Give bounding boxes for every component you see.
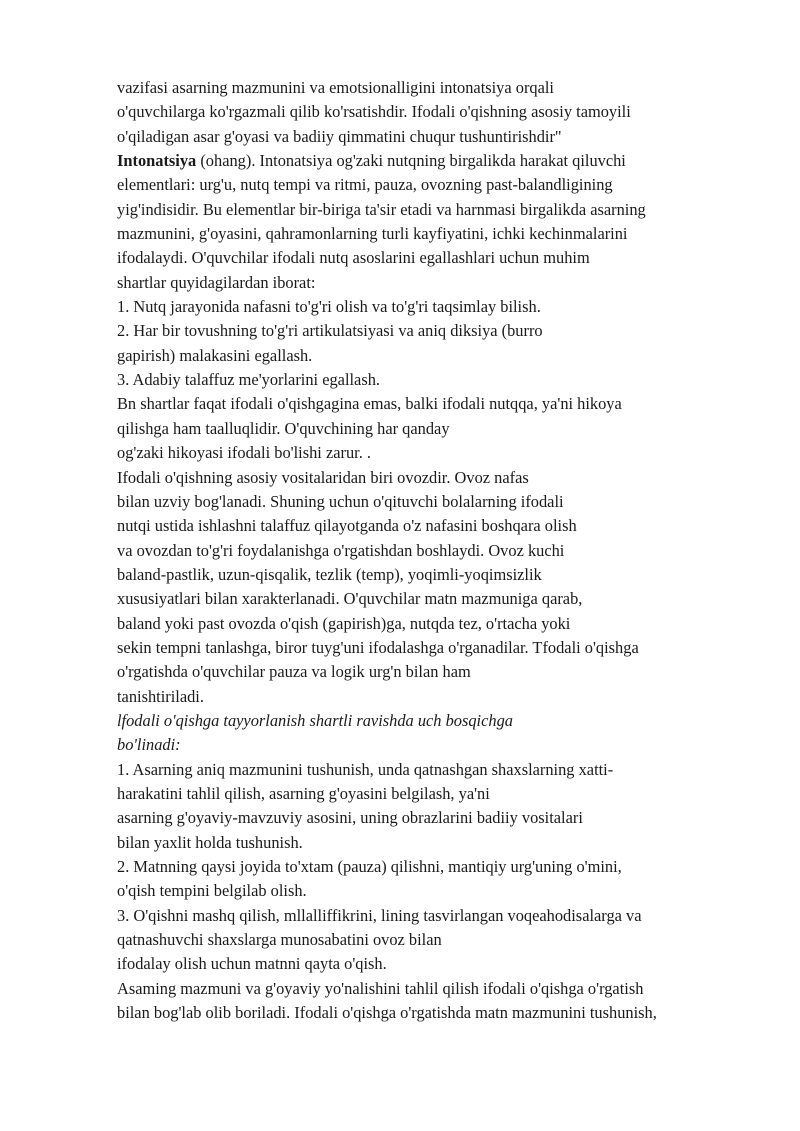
text-line: baland yoki past ovozda o'qish (gapirish)ga, nutqda tez, o'rtacha yoki [117, 613, 571, 633]
text-line: qilishga ham taalluqlidir. O'quvchining har qanday [117, 418, 450, 438]
text-line: tanishtiriladi. [117, 686, 204, 706]
list-item: 3. Adabiy talaffuz me'yorlarini egallash. [117, 370, 380, 390]
text-line: gapirish) malakasini egallash. [117, 345, 313, 365]
text-line: bilan bog'lab olib boriladi. Ifodali o'qishga o'rgatishda matn mazmunini tushunish, [117, 1003, 657, 1023]
text-line: vazifasi asarning mazmunini va emotsionalligini intonatsiya orqali [117, 78, 554, 97]
text-line: o'qiladigan asar g'oyasi va badiiy qimmatini chuqur tushuntirishdir" [117, 126, 562, 146]
list-item: 1. Asarning aniq mazmunini tushunish, unda qatnashgan shaxslarning xatti- [117, 759, 614, 779]
text-line: xususiyatlari bilan xarakterlanadi. O'quvchilar matn mazmuniga qarab, [117, 589, 583, 609]
text-line: bilan uzviy bog'lanadi. Shuning uchun o'qituvchi bolalarning ifodali [117, 491, 564, 511]
text-line: og'zaki hikoyasi ifodali bo'lishi zarur. . [117, 443, 371, 463]
list-item: 2. Har bir tovushning to'g'ri artikulatsiyasi va aniq diksiya (burro [117, 321, 543, 341]
list-item: 3. O'qishni mashq qilish, mllalliffikrini, lining tasvirlangan voqeahodisalarga va [117, 905, 642, 925]
text-line: sekin tempni tanlashga, biror tuyg'uni ifodalashga o'rganadilar. Tfodali o'qishga [117, 637, 639, 657]
text-line: o'quvchilarga ko'rgazmali qilib ko'rsatishdir. Ifodali o'qishning asosiy tamoyili [117, 102, 631, 122]
document-body [117, 76, 757, 1025]
intonation-line [117, 149, 757, 173]
text-line: mazmunini, g'oyasini, qahramonlarning turli kayfiyatini, ichki kechinmalarini [117, 224, 628, 244]
text-line: ifodalaydi. O'quvchilar ifodali nutq asoslarini egallashlari uchun muhim [117, 248, 590, 268]
list-item: 2. Matnning qaysi joyida to'xtam (pauza) qilishni, mantiqiy urg'uning o'mini, [117, 857, 622, 876]
text-line: shartlar quyidagilardan iborat: [117, 272, 316, 292]
intonation-definition: (ohang). Intonatsiya og'zaki nutqning birgalikda harakat qiluvchi [196, 151, 626, 171]
list-item: 1. Nutq jarayonida nafasni to'g'ri olish va to'g'ri taqsimlay bilish. [117, 297, 541, 317]
text-line: Asaming mazmuni va g'oyaviy yo'nalishini tahlil qilish ifodali o'qishga o'rgatish [117, 978, 644, 998]
text-line: va ovozdan to'g'ri foydalanishga o'rgatishdan boshlaydi. Ovoz kuchi [117, 540, 565, 560]
text-line: Ifodali o'qishning asosiy vositalaridan biri ovozdir. Ovoz nafas [117, 467, 529, 487]
text-line: qatnashuvchi shaxslarga munosabatini ovoz bilan [117, 930, 442, 950]
text-line: baland-pastlik, uzun-qisqalik, tezlik (temp), yoqimli-yoqimsizlik [117, 564, 542, 584]
text-line: elementlari: urg'u, nutq tempi va ritmi, pauza, ovozning past-balandligining [117, 175, 613, 195]
text-line: o'qish tempini belgilab olish. [117, 881, 307, 901]
italic-heading: lfodali o'qishga tayyorlanish shartli ravishda uch bosqichga [117, 710, 513, 730]
intonation-term: Intonatsiya [117, 151, 197, 171]
text-line: ifodalay olish uchun matnni qayta o'qish. [117, 954, 387, 974]
text-line: nutqi ustida ishlashni talaffuz qilayotganda o'z nafasini boshqara olish [117, 516, 577, 536]
text-line: o'rgatishda o'quvchilar pauza va logik urg'n bilan ham [117, 662, 471, 682]
text-line: asarning g'oyaviy-mavzuviy asosini, uning obrazlarini badiiy vositalari [117, 808, 583, 828]
text-line: harakatini tahlil qilish, asarning g'oyasini belgilash, ya'ni [117, 783, 490, 803]
italic-heading: bo'linadi: [117, 735, 181, 755]
text-line: Bn shartlar faqat ifodali o'qishgagina emas, balki ifodali nutqqa, ya'ni hikoya [117, 394, 622, 414]
text-line: bilan yaxlit holda tushunish. [117, 832, 303, 852]
text-line: yig'indisidir. Bu elementlar bir-biriga ta'sir etadi va harnmasi birgalikda asarning [117, 199, 646, 219]
